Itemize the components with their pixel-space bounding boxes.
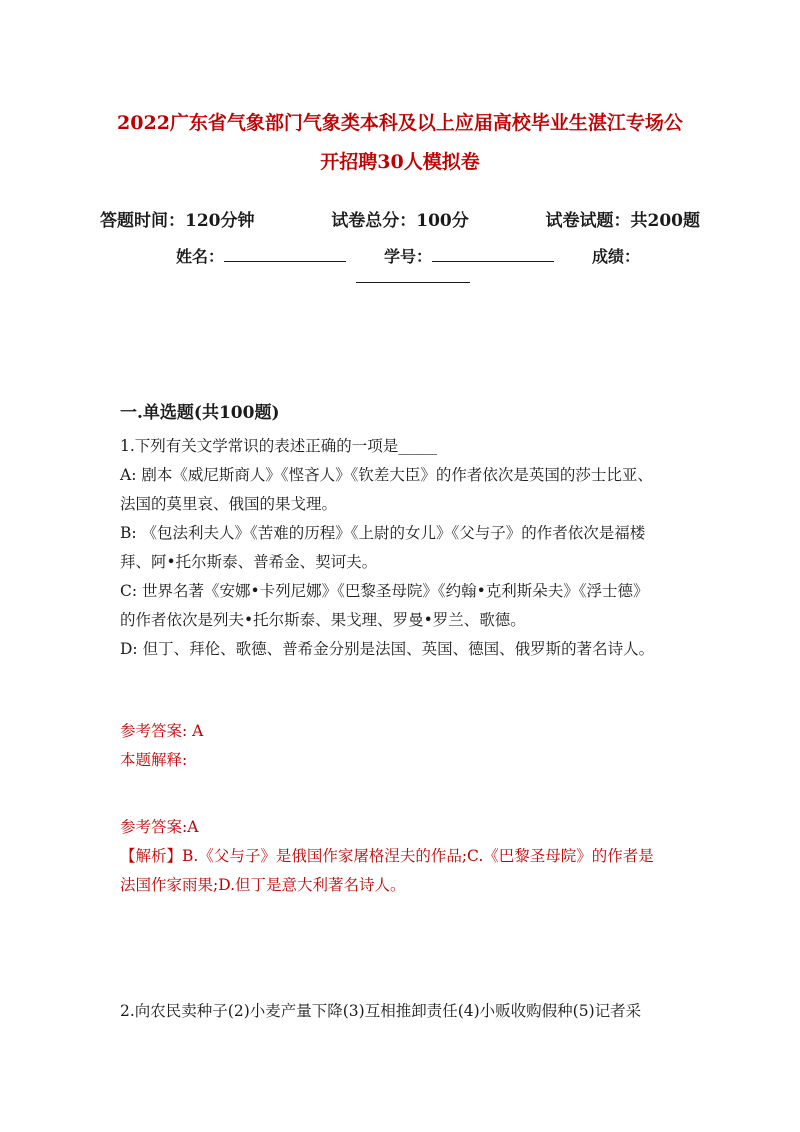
student-id-blank[interactable] bbox=[432, 243, 554, 262]
name-blank[interactable] bbox=[224, 243, 346, 262]
option-b-line2: 拜、阿•托尔斯泰、普希金、契诃夫。 bbox=[120, 553, 378, 571]
option-c-line1: C: 世界名著《安娜•卡列尼娜》《巴黎圣母院》《约翰•克利斯朵夫》《浮士德》 bbox=[120, 582, 649, 600]
analysis-line2: 法国作家雨果;D.但丁是意大利著名诗人。 bbox=[120, 876, 406, 894]
question-2-stem: 2.向农民卖种子(2)小麦产量下降(3)互相推卸责任(4)小贩收购假种(5)记者采 bbox=[120, 1002, 642, 1020]
exam-title-line2: 开招聘30人模拟卷 bbox=[320, 151, 480, 173]
exam-time: 答题时间：120分钟 bbox=[100, 211, 255, 231]
reference-answer: 参考答案: A bbox=[120, 722, 204, 740]
question-1-stem: 1.下列有关文学常识的表述正确的一项是_____ bbox=[120, 437, 438, 455]
option-b-line1: B: 《包法利夫人》《苦难的历程》《上尉的女儿》《父与子》的作者依次是福楼 bbox=[120, 524, 646, 542]
analysis-line1: 【解析】B.《父与子》是俄国作家屠格涅夫的作品;C.《巴黎圣母院》的作者是 bbox=[120, 847, 654, 865]
answer-block-1 bbox=[120, 717, 203, 775]
exam-total-score: 试卷总分：100分 bbox=[331, 211, 469, 231]
exam-question-count: 试卷试题：共200题 bbox=[545, 211, 700, 231]
exam-title-line1: 2022广东省气象部门气象类本科及以上应届高校毕业生湛江专场公 bbox=[117, 112, 683, 134]
exam-meta bbox=[100, 206, 700, 231]
answer-block-2 bbox=[120, 813, 682, 900]
reference-answer-2: 参考答案:A bbox=[120, 818, 199, 836]
question-2 bbox=[120, 997, 682, 1026]
option-a-line1: A: 剧本《威尼斯商人》《悭吝人》《钦差大臣》的作者依次是英国的莎士比亚、 bbox=[120, 466, 653, 484]
score-blank[interactable] bbox=[356, 268, 470, 283]
score-label: 成绩： bbox=[592, 247, 641, 266]
student-id-label: 学号： bbox=[384, 247, 433, 266]
section-heading: 一.单选题(共100题) bbox=[120, 403, 280, 423]
option-a-line2: 法国的莫里哀、俄国的果戈理。 bbox=[120, 495, 338, 513]
option-d: D: 但丁、拜伦、歌德、普希金分别是法国、英国、德国、俄罗斯的著名诗人。 bbox=[120, 640, 655, 658]
student-info bbox=[176, 243, 640, 267]
name-label: 姓名： bbox=[176, 247, 225, 266]
option-c-line2: 的作者依次是列夫•托尔斯泰、果戈理、罗曼•罗兰、歌德。 bbox=[120, 611, 526, 629]
explanation-label: 本题解释: bbox=[120, 751, 188, 769]
question-1 bbox=[120, 432, 682, 664]
